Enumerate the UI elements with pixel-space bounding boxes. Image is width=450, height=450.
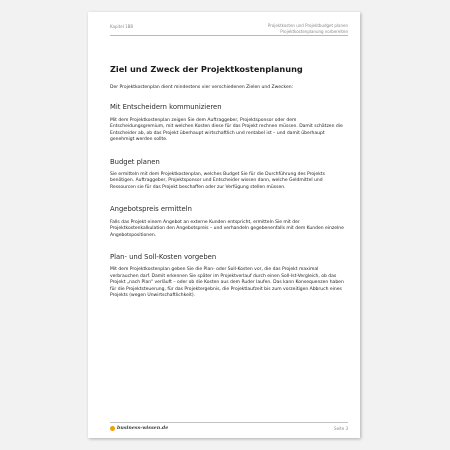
header-title-line1: Projektkosten und Projektbudget planen: [267, 23, 348, 28]
logo-dot-icon: [110, 426, 115, 431]
page-number: Seite 3: [334, 426, 348, 431]
section-body: Falls das Projekt einem Angebot an externe Kunden entspricht, ermitteln Sie mit der Projektkostenkalkulation den Angebotspreis – und verhandeln gegebenenfalls mit dem Kunden einzelne Angebotspositionen.: [110, 219, 344, 238]
logo-text: business-wissen.de: [117, 425, 169, 431]
section-offer-price: [110, 205, 346, 239]
section-plan-costs: [110, 253, 346, 300]
section-heading: Budget planen: [110, 157, 160, 166]
section-heading: Plan- und Soll-Kosten vorgeben: [110, 252, 217, 261]
document-page: [88, 12, 360, 438]
section-heading: Angebotspreis ermitteln: [110, 205, 192, 214]
section-body: Sie ermitteln mit dem Projektkostenplan, welches Budget Sie für die Durchführung des Projekts benötigen. Auftraggeber, Projektsponsor und Entscheider wissen dann, welche Geldmittel und Ressourcen sie für das Projekt beschaffen oder zur Verfügung stellen müssen.: [110, 172, 325, 190]
footer-divider: [110, 422, 348, 423]
brand-logo: [110, 425, 168, 431]
header-divider: [110, 35, 348, 36]
header-chapter: Kapitel 1BB: [110, 24, 134, 29]
section-body: Mit dem Projektkostenplan geben Sie die Plan- oder Soll-Kosten vor, die das Projekt maximal verbrauchen darf. Damit erkennen Sie später im Projektverlauf durch einen Soll-Ist-Vergleich, ob das Projekt „nach Plan“ verläuft – oder ob die Kosten aus dem Ruder laufen. Das kann Konsequenzen haben für die Projektsteuerung, für das Projektergebnis, die Projektlaufzeit bis zum vorzeitigen Abbruch eines Projekts (wegen Unwirtschaftlichkeit).: [110, 267, 344, 299]
header-title-line2: Projektkostenplanung vorbereiten: [280, 28, 348, 34]
section-heading: Mit Entscheidern kommunizieren: [110, 103, 222, 112]
section-body: Mit dem Projektkostenplan zeigen Sie dem Auftraggeber, Projektsponsor oder dem Entscheidungsgremium, mit welchen Kosten diese für das Projekt rechnen müssen. Damit schätzen die Entscheider ab, ob das Projekt überhaupt wirtschaftlich und rentabel ist – und damit überhaupt genehmigt werden sollte.: [110, 117, 343, 143]
section-budget: [110, 158, 346, 192]
page-title: Ziel und Zweck der Projektkostenplanung: [110, 64, 303, 74]
section-communicate: [110, 103, 346, 143]
page-content: [110, 64, 346, 314]
intro-paragraph: Der Projektkostenplan dient mindestens vier verschiedenen Zielen und Zwecken:: [110, 85, 294, 90]
header-title: [268, 23, 348, 34]
